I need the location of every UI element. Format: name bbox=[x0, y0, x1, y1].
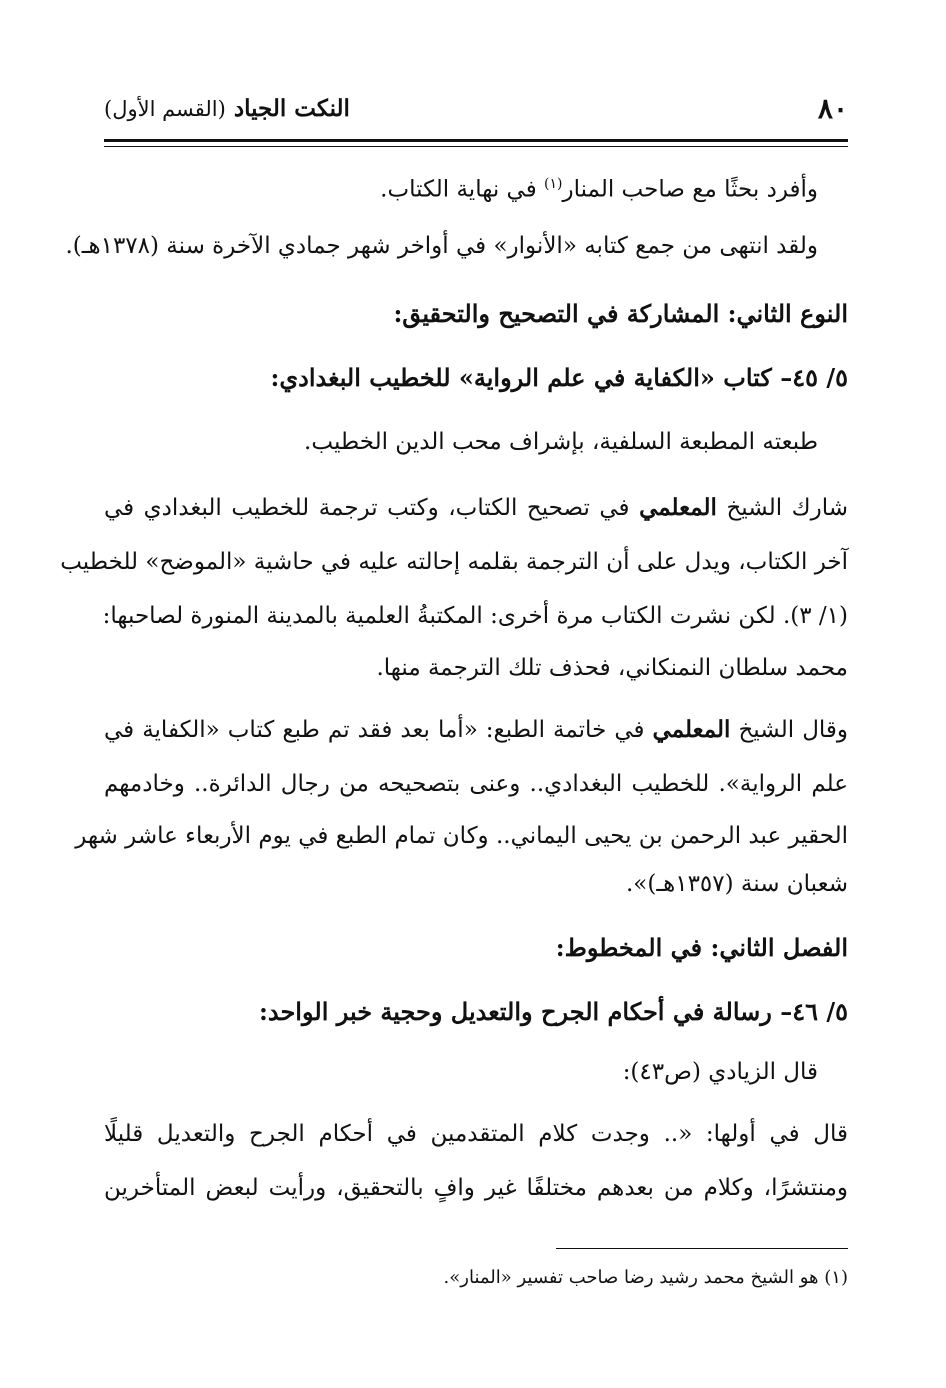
text-line: شعبان سنة (١٣٥٧هـ)». bbox=[625, 871, 848, 897]
text-line: علم الرواية». للخطيب البغدادي.. وعنى بتصحيحه من رجال الدائرة.. وخادمهم bbox=[104, 771, 848, 797]
text-line bbox=[104, 164, 848, 210]
text-line: قال في أولها: «.. وجدت كلام المتقدمين في أحكام الجرح والتعديل قليلًا bbox=[104, 1121, 848, 1147]
text-line bbox=[104, 710, 848, 750]
book-title: النكت الجياد bbox=[233, 94, 350, 122]
item-heading: ٥/ ٤٥– كتاب «الكفاية في علم الرواية» للخطيب البغدادي: bbox=[270, 363, 848, 392]
text-line: قال الزيادي (ص٤٣): bbox=[622, 1059, 818, 1085]
author-name: المعلمي bbox=[652, 716, 731, 743]
text-line: (١/ ٣). لكن نشرت الكتاب مرة أخرى: المكتبةُ العلمية بالمدينة المنورة لصاحبها: bbox=[102, 603, 848, 629]
text-line: ولقد انتهى من جمع كتابه «الأنوار» في أواخر شهر جمادي الآخرة سنة (١٣٧٨هـ). bbox=[65, 233, 818, 259]
text-line: طبعته المطبعة السلفية، بإشراف محب الدين الخطيب. bbox=[304, 429, 818, 455]
text-segment: في خاتمة الطبع: «أما بعد فقد تم طبع كتاب «الكفاية في bbox=[104, 717, 645, 743]
chapter-heading: الفصل الثاني: في المخطوط: bbox=[555, 933, 848, 962]
page-header bbox=[104, 88, 848, 128]
running-title bbox=[104, 95, 350, 122]
text-line: ومنتشرًا، وكلام من بعدهم مختلفًا غير وافٍ بالتحقيق، ورأيت لبعض المتأخرين bbox=[104, 1175, 849, 1201]
header-rule-thick bbox=[104, 139, 848, 142]
footnote-separator bbox=[556, 1248, 848, 1249]
text-segment: وأفرد بحثًا مع صاحب المنار bbox=[562, 176, 818, 203]
header-rule-thin bbox=[104, 146, 848, 147]
section-heading: النوع الثاني: المشاركة في التصحيح والتحقيق: bbox=[393, 299, 848, 328]
author-name: المعلمي bbox=[639, 494, 717, 521]
text-line bbox=[104, 488, 848, 528]
footnote-reference[interactable]: (١) bbox=[544, 176, 563, 192]
text-segment: شارك الشيخ bbox=[726, 495, 849, 521]
text-segment: في نهاية الكتاب. bbox=[380, 176, 537, 203]
book-part: (القسم الأول) bbox=[104, 96, 226, 121]
text-line: محمد سلطان النمنكاني، فحذف تلك الترجمة منها. bbox=[376, 655, 848, 681]
text-line: الحقير عبد الرحمن بن يحيى اليماني.. وكان تمام الطبع في يوم الأربعاء عاشر شهر bbox=[75, 823, 848, 849]
text-segment: في تصحيح الكتاب، وكتب ترجمة للخطيب البغدادي في bbox=[104, 495, 630, 521]
item-heading: ٥/ ٤٦– رسالة في أحكام الجرح والتعديل وحجية خبر الواحد: bbox=[259, 997, 848, 1026]
text-line: آخر الكتاب، ويدل على أن الترجمة بقلمه إحالته عليه في حاشية «الموضح» للخطيب bbox=[60, 549, 848, 575]
text-segment: وقال الشيخ bbox=[738, 717, 849, 743]
page-number: ٨٠ bbox=[817, 91, 848, 125]
footnote: (١) هو الشيخ محمد رشيد رضا صاحب تفسير «المنار». bbox=[443, 1267, 848, 1288]
